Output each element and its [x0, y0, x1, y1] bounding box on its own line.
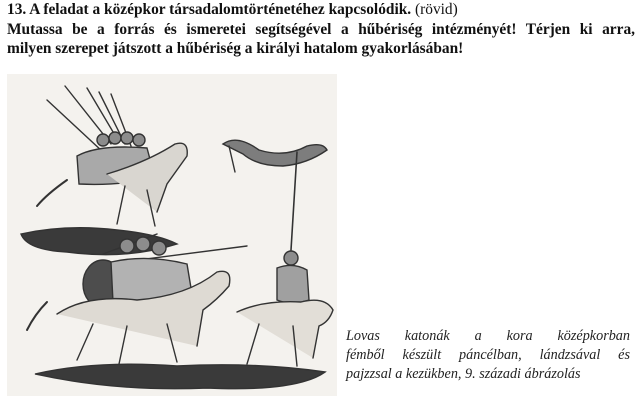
task-line-1: Mutassa be a forrás és ismeretei segítségével a hűbériség intézményét! Térjen ki arra, — [7, 20, 635, 38]
question-task — [7, 20, 635, 59]
question-title: 13. A feladat a középkor társadalomtörténetéhez kapcsolódik. — [7, 1, 412, 18]
question-type: (rövid) — [415, 1, 458, 18]
figure-caption — [346, 327, 630, 384]
illustration-mounted-soldiers — [7, 74, 337, 396]
question-block — [7, 0, 635, 59]
question-heading — [7, 0, 635, 20]
caption-line-2: fémből készült páncélban, lándzsával és — [346, 347, 630, 363]
caption-line-3: pajzzsal a kezükben, 9. századi ábrázolás — [346, 366, 581, 382]
caption-line-1: Lovas katonák a kora középkorban — [346, 328, 630, 344]
task-line-2: milyen szerepet játszott a hűbériség a királyi hatalom gyakorlásában! — [7, 40, 464, 57]
